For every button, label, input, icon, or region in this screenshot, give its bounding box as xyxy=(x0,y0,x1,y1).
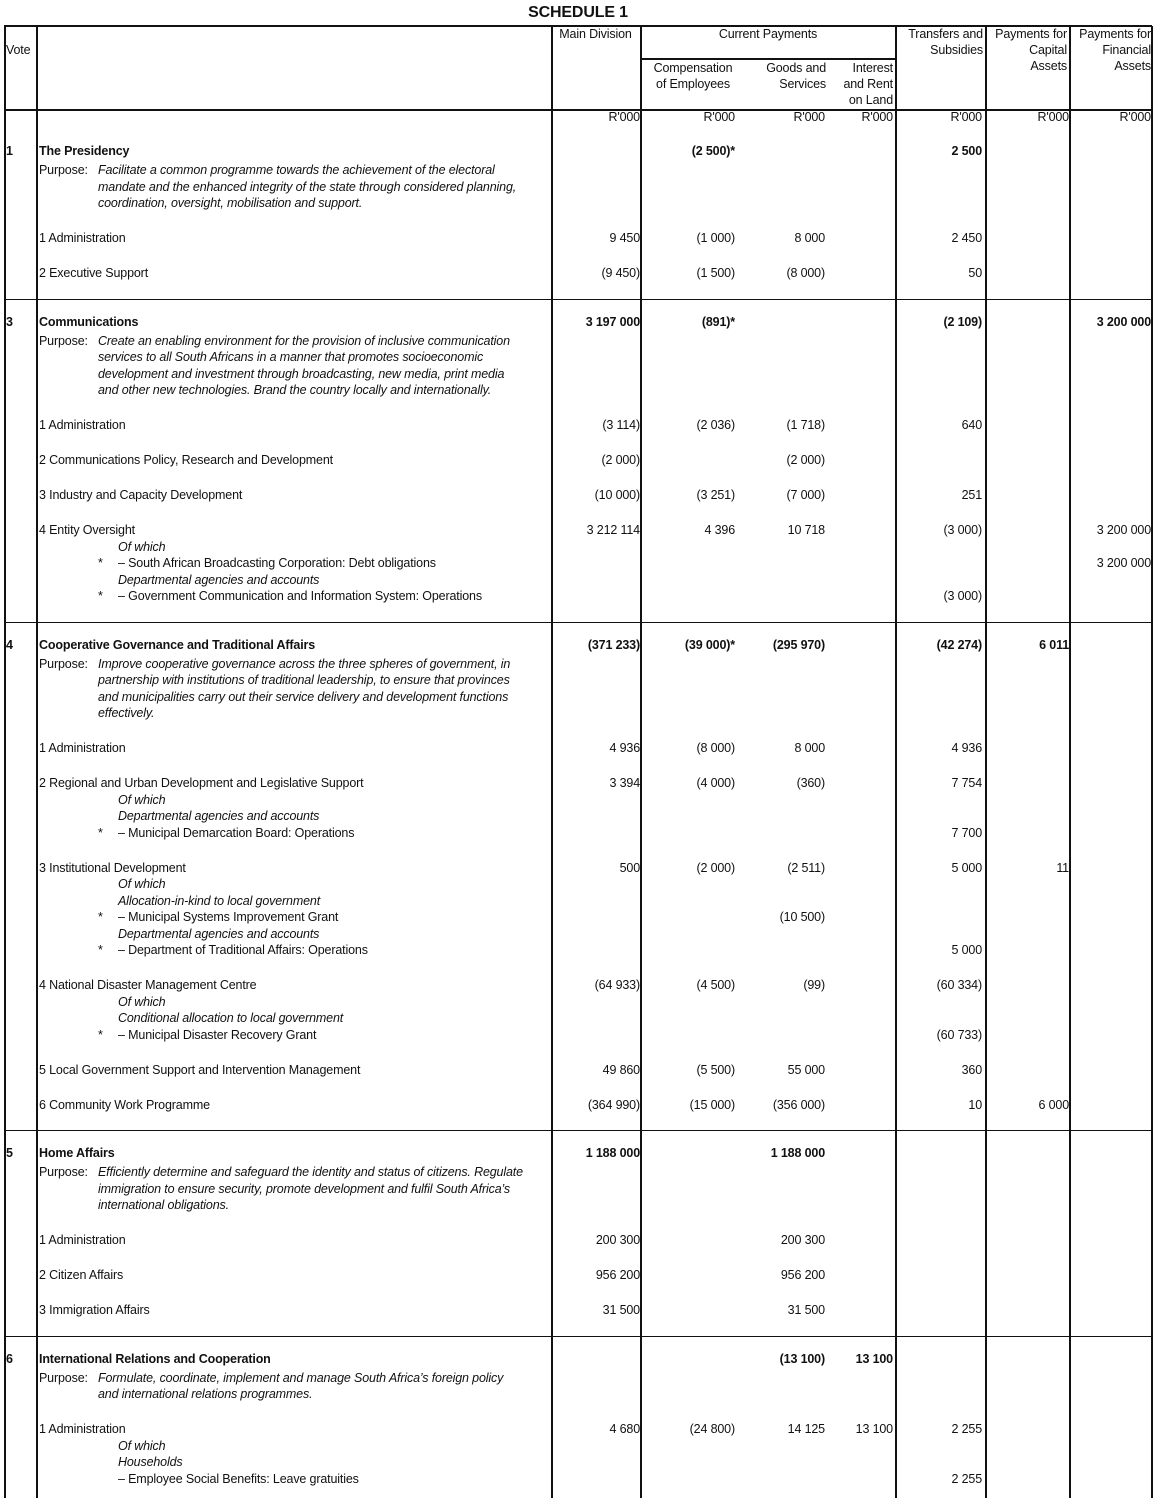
item-row xyxy=(4,555,1152,572)
value-goods-services: (13 100) xyxy=(779,1351,825,1366)
value-compensation: (1 500) xyxy=(696,266,735,280)
asterisk-marker: * xyxy=(98,910,103,924)
programme-name: 4 National Disaster Management Centre xyxy=(39,978,257,992)
programme-name: 1 Administration xyxy=(39,418,126,432)
purpose-text: development and investment through broadcasting, new media, print media xyxy=(98,366,505,381)
value-main-division: 9 450 xyxy=(609,231,640,245)
vote-name: Cooperative Governance and Traditional Affairs xyxy=(39,637,316,652)
purpose-line xyxy=(4,333,1152,350)
value-interest-rent: 13 100 xyxy=(855,1422,893,1436)
purpose-line xyxy=(4,672,1152,689)
value-goods-services: (356 000) xyxy=(772,1097,825,1112)
purpose-line xyxy=(4,349,1152,366)
of-which-row xyxy=(4,994,1152,1011)
value-compensation: (2 500)* xyxy=(691,144,735,158)
value-capital-assets: 6 011 xyxy=(1039,637,1069,652)
purpose-text: mandate and the enhanced integrity of the state through considered planning, xyxy=(98,179,517,194)
programme-row xyxy=(4,1097,1152,1114)
of-which-label: Of which xyxy=(118,539,166,554)
of-which-label: Of which xyxy=(118,994,166,1009)
value-main-division: 4 936 xyxy=(609,741,640,755)
category-row xyxy=(4,1454,1152,1471)
purpose-text: Create an enabling environment for the provision of inclusive communication xyxy=(98,333,510,348)
value-main-division: 31 500 xyxy=(602,1303,640,1317)
schedule-table xyxy=(4,26,1152,1487)
item-row xyxy=(4,1471,1152,1488)
value-interest-rent: 13 100 xyxy=(855,1351,893,1366)
programme-row xyxy=(4,265,1152,282)
value-transfers: 50 xyxy=(968,266,982,280)
value-compensation: (891)* xyxy=(701,314,735,329)
value-main-division: 4 680 xyxy=(609,1422,640,1436)
category-label: Conditional allocation to local government xyxy=(118,1011,344,1025)
value-main-division: (364 990) xyxy=(587,1097,640,1112)
programme-name: 3 Immigration Affairs xyxy=(39,1303,150,1317)
item-row xyxy=(4,1027,1152,1044)
asterisk-marker: * xyxy=(98,589,103,603)
header-vote: Vote xyxy=(6,43,31,57)
programme-name: 2 Citizen Affairs xyxy=(39,1268,124,1282)
purpose-text: effectively. xyxy=(98,706,155,720)
value-goods-services: 10 718 xyxy=(787,523,825,537)
header-financial: Payments for Financial Assets xyxy=(1079,27,1151,73)
item-row xyxy=(4,942,1152,959)
purpose-text: and other new technologies. Brand the country locally and internationally. xyxy=(98,383,492,397)
value-goods-services: (99) xyxy=(803,978,825,992)
purpose-label: Purpose: xyxy=(39,1165,88,1179)
purpose-text: immigration to ensure security, promote development and fulfil South Africa’s xyxy=(98,1181,511,1196)
value-goods-services: 8 000 xyxy=(794,231,825,245)
item-name: – Municipal Systems Improvement Grant xyxy=(118,910,339,924)
value-compensation: (3 251) xyxy=(696,488,735,502)
category-label: Allocation-in-kind to local government xyxy=(118,893,321,908)
purpose-text: services to all South Africans in a manner that promotes socioeconomic xyxy=(98,350,484,364)
programme-name: 1 Administration xyxy=(39,231,126,245)
value-compensation: (39 000)* xyxy=(684,637,735,652)
purpose-text: and municipalities carry out their service delivery and development functions xyxy=(98,689,509,704)
value-goods-services: 31 500 xyxy=(787,1303,825,1317)
vote-number: 1 xyxy=(6,144,13,158)
purpose-text: Facilitate a common programme towards the achievement of the electoral xyxy=(98,163,495,177)
value-transfers: 2 500 xyxy=(951,144,982,158)
value-transfers: 640 xyxy=(961,418,982,432)
value-main-division: 49 860 xyxy=(602,1062,640,1077)
of-which-row xyxy=(4,876,1152,893)
value-goods-services: (2 511) xyxy=(787,860,825,875)
header-interest: Interest and Rent on Land xyxy=(843,61,893,107)
of-which-row xyxy=(4,539,1152,556)
value-main-division: 956 200 xyxy=(595,1268,640,1282)
value-goods-services: 956 200 xyxy=(780,1268,825,1282)
vote-name: Communications xyxy=(39,314,139,329)
vote-section xyxy=(4,622,1152,1131)
value-goods-services: (360) xyxy=(796,776,825,790)
table-header xyxy=(4,26,1152,110)
value-main-division: 500 xyxy=(619,860,640,875)
vote-number: 3 xyxy=(6,314,13,329)
vote-name: Home Affairs xyxy=(39,1146,115,1160)
value-compensation: (2 000) xyxy=(696,860,735,875)
programme-row xyxy=(4,775,1152,792)
purpose-line xyxy=(4,195,1152,212)
vote-number: 4 xyxy=(6,637,13,652)
value-transfers: (2 109) xyxy=(943,314,982,329)
of-which-row xyxy=(4,792,1152,809)
unit-label: R'000 xyxy=(861,110,893,124)
of-which-label: Of which xyxy=(118,1438,166,1453)
value-main-division: 200 300 xyxy=(595,1233,640,1247)
value-main-division: 1 188 000 xyxy=(585,1146,640,1160)
item-name: – Employee Social Benefits: Leave gratuities xyxy=(118,1471,359,1486)
value-compensation: (4 000) xyxy=(696,776,735,790)
asterisk-marker: * xyxy=(98,556,103,570)
value-transfers: (3 000) xyxy=(943,523,982,537)
programme-name: 5 Local Government Support and Intervention Management xyxy=(39,1062,361,1077)
programme-row xyxy=(4,452,1152,469)
purpose-line xyxy=(4,1164,1152,1181)
programme-row xyxy=(4,1302,1152,1319)
programme-name: 4 Entity Oversight xyxy=(39,523,135,537)
value-transfers: (3 000) xyxy=(943,589,982,603)
value-main-division: (371 233) xyxy=(587,637,640,652)
value-transfers: 4 936 xyxy=(951,741,982,755)
programme-name: 2 Executive Support xyxy=(39,266,149,280)
of-which-row xyxy=(4,1438,1152,1455)
value-transfers: (60 733) xyxy=(936,1027,982,1042)
vote-section xyxy=(4,299,1152,622)
programme-row xyxy=(4,230,1152,247)
vote-title-row xyxy=(4,1145,1152,1162)
vote-name: International Relations and Cooperation xyxy=(39,1351,271,1366)
programme-name: 3 Industry and Capacity Development xyxy=(39,488,243,502)
value-transfers: 2 255 xyxy=(951,1422,982,1436)
value-compensation: (1 000) xyxy=(696,231,735,245)
item-row xyxy=(4,588,1152,605)
purpose-label: Purpose: xyxy=(39,163,88,177)
category-row xyxy=(4,926,1152,943)
value-main-division: (3 114) xyxy=(602,418,640,432)
vote-title-row xyxy=(4,143,1152,160)
unit-label: R'000 xyxy=(703,110,735,124)
value-goods-services: (2 000) xyxy=(786,453,825,467)
unit-label: R'000 xyxy=(950,110,982,124)
programme-row xyxy=(4,860,1152,877)
programme-row xyxy=(4,977,1152,994)
purpose-line xyxy=(4,382,1152,399)
value-transfers: 10 xyxy=(968,1097,982,1112)
value-transfers: 2 255 xyxy=(951,1471,982,1486)
programme-name: 1 Administration xyxy=(39,1233,126,1247)
programme-name: 1 Administration xyxy=(39,741,126,755)
vote-title-row xyxy=(4,637,1152,654)
value-main-division: 3 212 114 xyxy=(586,523,640,537)
programme-name: 2 Regional and Urban Development and Legislative Support xyxy=(39,776,364,790)
programme-name: 2 Communications Policy, Research and Development xyxy=(39,453,333,467)
value-main-division: (9 450) xyxy=(601,266,640,280)
value-goods-services: 14 125 xyxy=(787,1422,825,1436)
purpose-line xyxy=(4,1386,1152,1403)
vote-section xyxy=(4,1336,1152,1488)
purpose-text: Formulate, coordinate, implement and manage South Africa’s foreign policy xyxy=(98,1370,504,1385)
vote-number: 5 xyxy=(6,1146,13,1160)
value-capital-assets: 6 000 xyxy=(1038,1097,1069,1112)
value-goods-services: (1 718) xyxy=(786,418,825,432)
category-row xyxy=(4,1010,1152,1027)
programme-name: 3 Institutional Development xyxy=(39,860,186,875)
vote-section xyxy=(4,126,1152,299)
purpose-line xyxy=(4,179,1152,196)
purpose-line xyxy=(4,656,1152,673)
purpose-text: partnership with institutions of traditional leadership, to ensure that provinces xyxy=(98,673,510,687)
value-transfers: (60 334) xyxy=(936,978,982,992)
value-compensation: (2 036) xyxy=(696,418,735,432)
value-compensation: (4 500) xyxy=(696,978,735,992)
category-label: Households xyxy=(118,1455,183,1469)
programme-name: 6 Community Work Programme xyxy=(39,1097,210,1112)
programme-name: 1 Administration xyxy=(39,1422,126,1436)
header-goods: Goods and Services xyxy=(766,61,826,91)
category-row xyxy=(4,572,1152,589)
item-name: – Municipal Demarcation Board: Operations xyxy=(118,825,355,840)
value-transfers: 5 000 xyxy=(951,860,982,875)
vote-sections xyxy=(4,126,1152,1487)
value-main-division: (10 000) xyxy=(594,488,640,502)
value-transfers: 360 xyxy=(961,1062,982,1077)
programme-row xyxy=(4,522,1152,539)
category-label: Departmental agencies and accounts xyxy=(118,926,320,941)
vote-title-row xyxy=(4,1351,1152,1368)
vote-section xyxy=(4,1130,1152,1336)
asterisk-marker: * xyxy=(98,825,103,840)
value-goods-services: (10 500) xyxy=(779,910,825,924)
item-row xyxy=(4,909,1152,926)
vote-title-row xyxy=(4,314,1152,331)
value-goods-services: (7 000) xyxy=(786,488,825,502)
value-compensation: (15 000) xyxy=(689,1097,735,1112)
item-name: – Department of Traditional Affairs: Operations xyxy=(118,943,368,957)
unit-label: R'000 xyxy=(1119,110,1151,124)
programme-row xyxy=(4,1267,1152,1284)
value-goods-services: 8 000 xyxy=(794,741,825,755)
category-label: Departmental agencies and accounts xyxy=(118,572,320,587)
header-capital: Payments for Capital Assets xyxy=(995,27,1067,73)
value-transfers: 5 000 xyxy=(951,943,982,957)
value-main-division: (64 933) xyxy=(594,978,640,992)
value-transfers: 251 xyxy=(961,488,982,502)
asterisk-marker: * xyxy=(98,943,103,957)
header-compensation: Compensation of Employees xyxy=(653,61,733,91)
value-main-division: 3 394 xyxy=(609,776,640,790)
purpose-text: international obligations. xyxy=(98,1198,229,1212)
header-current-payments: Current Payments xyxy=(718,27,818,41)
purpose-line xyxy=(4,366,1152,383)
programme-row xyxy=(4,1421,1152,1438)
value-capital-assets: 11 xyxy=(1056,860,1069,875)
vote-name: The Presidency xyxy=(39,144,130,158)
purpose-text: Improve cooperative governance across the three spheres of government, in xyxy=(98,656,511,671)
value-transfers: 2 450 xyxy=(951,231,982,245)
unit-label: R'000 xyxy=(1037,110,1069,124)
purpose-line xyxy=(4,705,1152,722)
value-transfers: (42 274) xyxy=(936,637,982,652)
value-compensation: (8 000) xyxy=(696,741,735,755)
value-financial-assets: 3 200 000 xyxy=(1096,523,1151,537)
item-row xyxy=(4,825,1152,842)
item-name: – South African Broadcasting Corporation: Debt obligations xyxy=(118,556,436,570)
value-goods-services: (8 000) xyxy=(786,266,825,280)
schedule-title: SCHEDULE 1 xyxy=(528,4,628,21)
category-row xyxy=(4,893,1152,910)
category-label: Departmental agencies and accounts xyxy=(118,809,320,823)
header-transfers: Transfers and Subsidies xyxy=(908,27,983,57)
vote-number: 6 xyxy=(6,1351,13,1366)
value-transfers: 7 754 xyxy=(951,776,982,790)
programme-row xyxy=(4,740,1152,757)
programme-row xyxy=(4,1062,1152,1079)
value-compensation: (24 800) xyxy=(689,1422,735,1436)
header-main-division: Main Division xyxy=(559,27,632,41)
unit-row xyxy=(4,110,1152,126)
value-main-division: (2 000) xyxy=(601,453,640,467)
value-goods-services: (295 970) xyxy=(772,637,825,652)
item-name: – Government Communication and Information System: Operations xyxy=(118,589,482,603)
value-compensation: 4 396 xyxy=(704,523,735,537)
purpose-line xyxy=(4,1181,1152,1198)
value-transfers: 7 700 xyxy=(951,825,982,840)
value-compensation: (5 500) xyxy=(696,1062,735,1077)
purpose-label: Purpose: xyxy=(39,333,88,348)
unit-label: R'000 xyxy=(793,110,825,124)
purpose-label: Purpose: xyxy=(39,656,88,671)
unit-label: R'000 xyxy=(608,110,640,124)
purpose-text: and international relations programmes. xyxy=(98,1387,313,1401)
asterisk-marker: * xyxy=(98,1027,103,1042)
value-goods-services: 1 188 000 xyxy=(770,1146,825,1160)
value-financial-assets: 3 200 000 xyxy=(1096,314,1151,329)
item-name: – Municipal Disaster Recovery Grant xyxy=(118,1027,317,1042)
purpose-line xyxy=(4,1197,1152,1214)
programme-row xyxy=(4,1232,1152,1249)
value-goods-services: 200 300 xyxy=(780,1233,825,1247)
value-main-division: 3 197 000 xyxy=(585,314,640,329)
of-which-label: Of which xyxy=(118,877,166,891)
category-row xyxy=(4,808,1152,825)
purpose-line xyxy=(4,162,1152,179)
purpose-line xyxy=(4,1370,1152,1387)
value-financial-assets: 3 200 000 xyxy=(1096,556,1151,570)
programme-row xyxy=(4,417,1152,434)
purpose-label: Purpose: xyxy=(39,1370,88,1385)
purpose-text: Efficiently determine and safeguard the identity and status of citizens. Regulate xyxy=(98,1165,523,1179)
value-goods-services: 55 000 xyxy=(787,1062,825,1077)
purpose-line xyxy=(4,689,1152,706)
of-which-label: Of which xyxy=(118,792,166,807)
purpose-text: coordination, oversight, mobilisation and support. xyxy=(98,196,363,210)
programme-row xyxy=(4,487,1152,504)
